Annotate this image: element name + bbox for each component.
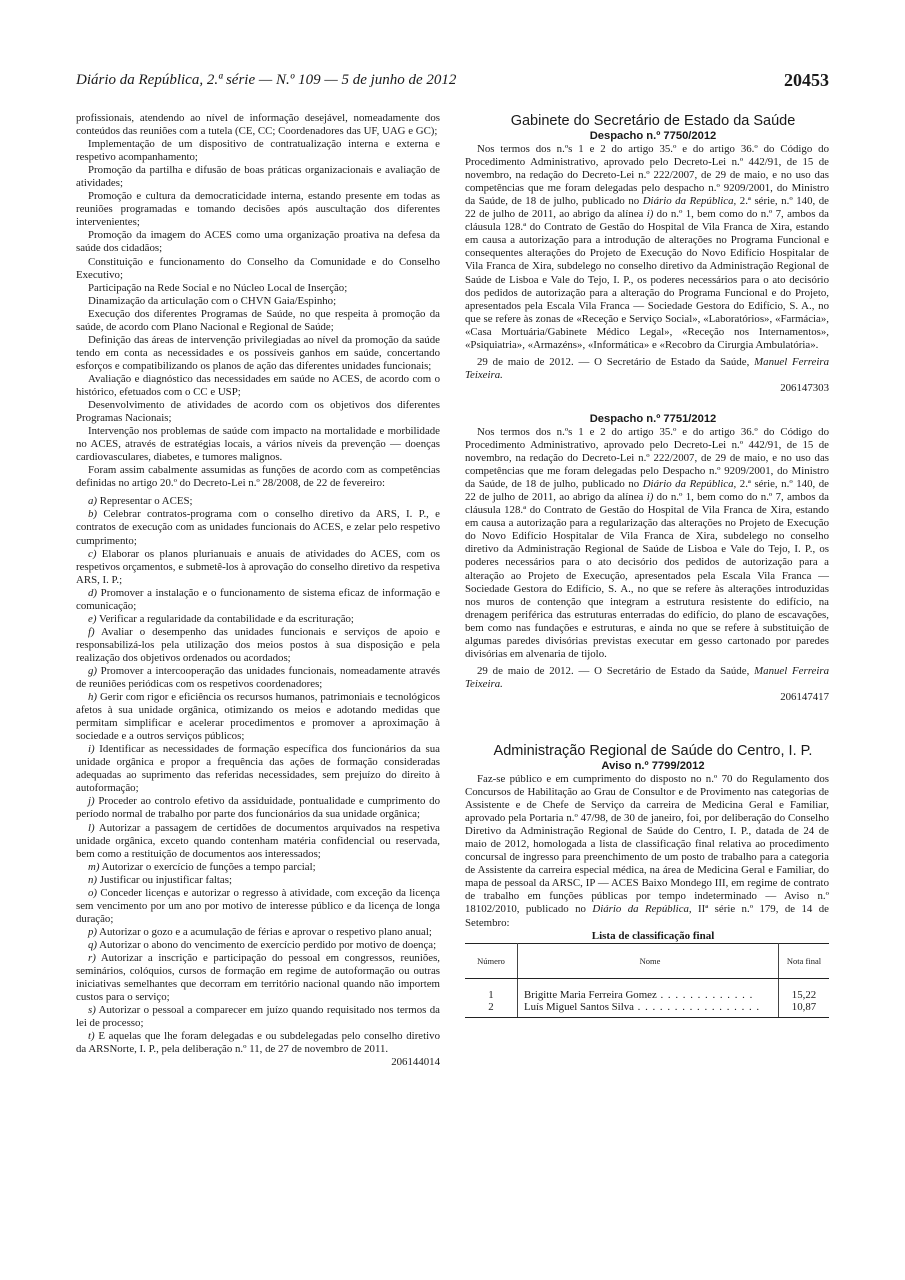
competence-list	[76, 495, 440, 1056]
paragraph: Implementação de um dispositivo de contratualização interna e externa e respetivo acompanhamento;	[76, 138, 440, 164]
list-item: c) Elaborar os planos plurianuais e anuais de atividades do ACES, com os respetivos orçamentos, e submetê-los à aprovação do conselho diretivo da respetiva ARS, I. P.;	[76, 547, 440, 586]
list-item: m) Autorizar o exercício de funções a tempo parcial;	[88, 860, 316, 873]
list-item: i) Identificar as necessidades de formação específica dos funcionários da sua unidade orgânica e propor a frequência das ações de formação consideradas adequadas ao suprimento das referidas necessidades, sem prejuízo do direito à autoformação;	[76, 743, 440, 795]
table-title: Lista de classificação final	[591, 929, 715, 942]
list-item: b) Celebrar contratos-programa com o conselho diretivo da ARS, I. P., e contratos de execução com as unidades funcionais do ACES, e zelar pelo respetivo cumprimento;	[76, 508, 440, 547]
table-header-row	[465, 943, 829, 978]
page-header	[76, 70, 829, 96]
column-header-nome: Nome	[518, 943, 779, 978]
list-item: f) Avaliar o desempenho das unidades funcionais e serviços de apoio e responsabilizá-los pela utilização dos meios postos à sua disposição e pela realização dos objetivos ordenados ou acordados;	[76, 625, 440, 664]
list-item: a) Representar o ACES;	[88, 495, 193, 508]
aviso-title: Aviso n.º 7799/2012	[601, 759, 705, 772]
right-column	[465, 112, 829, 1018]
list-item: s) Autorizar o pessoal a comparecer em juízo quando requisitado nos termos da lei de processo;	[76, 1004, 440, 1030]
reference-number: 206144014	[391, 1056, 440, 1069]
paragraph: Foram assim cabalmente assumidas as funções de acordo com as competências definidas no artigo 20.º do Decreto-Lei n.º 28/2008, de 22 de fevereiro:	[76, 464, 440, 490]
list-item: j) Proceder ao controlo efetivo da assiduidade, pontualidade e cumprimento do período normal de trabalho por parte dos funcionários da sua unidade orgânica;	[76, 795, 440, 821]
paragraph: Definição das áreas de intervenção privilegiadas ao nível da promoção da saúde tendo em conta as necessidades e os possíveis ganhos em saúde, concertando esforços e compatibilizando os planos de ação das diferentes unidades funcionais;	[76, 333, 440, 372]
despacho-body: Nos termos dos n.ºs 1 e 2 do artigo 35.º e do artigo 36.º do Código do Procedimento Administrativo, aprovado pelo Decreto-Lei n.º 442/91, de 15 de novembro, na redação do Decreto-Lei n.º 222/2007, de 29 de maio, e no uso das competências que me foram delegadas pelo Despacho n.º 9209/2001, do Ministro da Saúde, de 18 de julho, publicado no Diário da República, 2.ª série, n.º 140, de 22 de julho de 2011, ao abrigo da alínea i) do n.º 1, bem como do n.º 7, ambos da cláusula 128.ª do Contrato de Gestão do Hospital de Vila Franca de Xira, estando em causa a autorização para a regularização das alterações no Projeto de Execução do Novo Edifício Hospitalar de Vila Franca de Xira, subdelego no conselho diretivo da Administração Regional de Saúde de Lisboa e Vale do Tejo, I. P., os poderes necessários para o ato decisório dos pedidos de autorização para a alteração ao Projeto de Execução, apresentados pela Escala Vila Franca — Sociedade Gestora do Edifício, S. A., no que se refere às alterações introduzidas nos muros de contenção que integram a estrutura resistente do edifício, na drenagem periférica das estruturas enterradas do edifício, do plano de escavações, bem como nas fundações e estruturas, e ainda no que se refere à substituição de algumas paredes divisórias previstas executar em gesso cartonado por paredes divisórias em alvenaria de tijolo.	[465, 425, 829, 660]
list-item: h) Gerir com rigor e eficiência os recursos humanos, patrimoniais e tecnológicos afetos à sua unidade orgânica, otimizando os meios e adotando medidas que permitam simplificar e acelerar procedimentos e promover a aproximação à sociedade e a outros serviços públicos;	[76, 691, 440, 743]
paragraph: Participação na Rede Social e no Núcleo Local de Inserção;	[88, 281, 348, 294]
list-item: p) Autorizar o gozo e a acumulação de férias e aprovar o respetivo plano anual;	[88, 925, 432, 938]
list-item: l) Autorizar a passagem de certidões de documentos arquivados na respetiva unidade orgânica, exceto quando contenham matéria confidencial ou reservada, bem como a restituição de documentos aos interessados;	[76, 821, 440, 860]
despacho-title: Despacho n.º 7751/2012	[589, 412, 717, 425]
table-row: 1 Brigitte Maria Ferreira Gomez . . . . . . . . . . . . . 15,22	[465, 978, 829, 1001]
column-header-numero: Número	[465, 943, 518, 978]
left-column	[76, 112, 440, 1069]
list-item: n) Justificar ou injustificar faltas;	[88, 873, 232, 886]
despacho-title: Despacho n.º 7750/2012	[589, 130, 717, 142]
list-item: r) Autorizar a inscrição e participação do pessoal em congressos, reuniões, seminários, colóquios, cursos de formação em regime de autoformação ou outras iniciativas semelhantes que decorram em território nacional quando não importem custos para o serviço;	[76, 952, 440, 1004]
list-item: t) E aquelas que lhe foram delegadas e ou subdelegadas pelo conselho diretivo da ARSNorte, I. P., pela deliberação n.º 11, de 27 de novembro de 2011.	[76, 1030, 440, 1056]
column-header-nota: Nota final	[779, 943, 830, 978]
reference-number: 206147303	[780, 381, 829, 394]
section-title: Gabinete do Secretário de Estado da Saúde	[510, 113, 796, 129]
paragraph: Promoção e cultura da democraticidade interna, estando presente em todas as reuniões programadas e tomando decisões após auscultação dos diferentes intervenientes;	[76, 190, 440, 229]
paragraph: Desenvolvimento de atividades de acordo com os objetivos dos diferentes Programas Nacionais;	[76, 399, 440, 425]
signature-line: 29 de maio de 2012. — O Secretário de Estado da Saúde, Manuel Ferreira Teixeira.	[465, 355, 829, 381]
list-item: d) Promover a instalação e o funcionamento de sistema eficaz de informação e comunicação;	[76, 586, 440, 612]
list-item: g) Promover a intercooperação das unidades funcionais, nomeadamente através de reuniões periódicas com os respetivos coordenadores;	[76, 664, 440, 691]
signature-line: 29 de maio de 2012. — O Secretário de Estado da Saúde, Manuel Ferreira Teixeira.	[465, 664, 829, 690]
paragraph: Dinamização da articulação com o CHVN Gaia/Espinho;	[88, 294, 337, 307]
running-header: Diário da República, 2.ª série — N.º 109 — 5 de junho de 2012	[76, 72, 457, 88]
reference-number: 206147417	[780, 690, 829, 703]
paragraph: Constituição e funcionamento do Conselho da Comunidade e do Conselho Executivo;	[76, 255, 440, 281]
paragraph: profissionais, atendendo ao nível de informação desejável, nomeadamente dos conteúdos das reuniões com a tutela (CE, CC; Coordenadores das UF, UAG e GC);	[76, 112, 440, 138]
paragraph: Promoção da imagem do ACES como uma organização proativa na defesa da saúde dos cidadãos;	[76, 229, 440, 255]
list-item: q) Autorizar o abono do vencimento de exercício perdido por motivo de doença;	[88, 938, 437, 951]
paragraph: Execução dos diferentes Programas de Saúde, no que respeita à promoção da saúde, de acordo com Plano Nacional e Regional de Saúde;	[76, 307, 440, 333]
list-item: o) Conceder licenças e autorizar o regresso à atividade, com exceção da licença sem vencimento por um ano por motivo de interesse público e da licença de longa duração;	[76, 886, 440, 925]
aviso-body: Faz-se público e em cumprimento do disposto no n.º 70 do Regulamento dos Concursos de Habilitação ao Grau de Consultor e de Provimento nas categorias de Assistente e de Chefe de Serviço da carreira de Medicina Geral e Familiar, aprovado pela Portaria n.º 47/98, de 30 de janeiro, foi, por deliberação do Conselho Diretivo da Administração Regional de Saúde do Centro, I. P., datada de 24 de maio de 2012, homologada a lista de classificação final relativa ao procedimento concursal de ingresso para preenchimento de um posto de trabalho para a categoria de Assistente da carreira especial médica, na área de Medicina Geral e Familiar, do mapa de pessoal da ARSC, IP — ACES Baixo Mondego III, em regime de contrato de trabalho em funções públicas por tempo indeterminado — Aviso n.º 18102/2010, publicado no Diário da República, IIª série n.º 179, de 14 de Setembro:	[465, 773, 829, 929]
classification-table	[465, 943, 829, 1018]
section-title: Administração Regional de Saúde do Centro, I. P.	[493, 742, 813, 759]
paragraph: Avaliação e diagnóstico das necessidades em saúde no ACES, de acordo com o histórico, efetuados com o CC e USP;	[76, 372, 440, 398]
paragraph: Promoção da partilha e difusão de boas práticas organizacionais e avaliação de atividades;	[76, 164, 440, 190]
page-number: 20453	[784, 70, 829, 90]
table-row: 2 Luís Miguel Santos Silva . . . . . . . . . . . . . . . . . 10,87	[465, 1001, 829, 1017]
paragraph: Intervenção nos problemas de saúde com impacto na mortalidade e morbilidade no ACES, através de estratégias locais, a vários níveis da prevenção — doenças cardiovasculares, diabetes, e tumores malignos.	[76, 425, 440, 464]
despacho-body: Nos termos dos n.ºs 1 e 2 do artigo 35.º e do artigo 36.º do Código do Procedimento Administrativo, aprovado pelo Decreto-Lei n.º 442/91, de 15 de novembro, na redação do Decreto-Lei n.º 222/2007, de 29 de maio, e no uso das competências que me foram delegadas pelo despacho n.º 9209/2001, do Ministro da Saúde, de 18 de julho, publicado no Diário da República, 2.ª série, n.º 140, de 22 de julho de 2011, ao abrigo da alínea i) do n.º 1, bem como do n.º 7, ambos da cláusula 128.ª do Contrato de Gestão do Hospital de Vila Franca de Xira, estando em causa a autorização para a introdução de alterações no Programa Funcional e consequentes alterações do Projeto de Execução do Novo Edifício Hospitalar de Vila Franca de Xira, subdelego no conselho diretivo da Administração Regional de Saúde de Lisboa e Vale do Tejo, I. P., os poderes necessários para o ato decisório dos pedidos de autorização para a alteração do Programa Funcional e do Projeto, apresentados pela Escala Vila Franca — Sociedade Gestora do Edifício, S. A., no que se refere às zonas de «Receção e Serviço Social», «Laboratórios», «Farmácia», «Casa Mortuária/Gabinete Médico Legal», «Receção nos Internamentos», «Psiquiatria», «Armazéns», «Informática» e «Recobro da Cirurgia Ambulatória».	[465, 143, 829, 351]
list-item: e) Verificar a regularidade da contabilidade e da escrituração;	[88, 612, 354, 625]
